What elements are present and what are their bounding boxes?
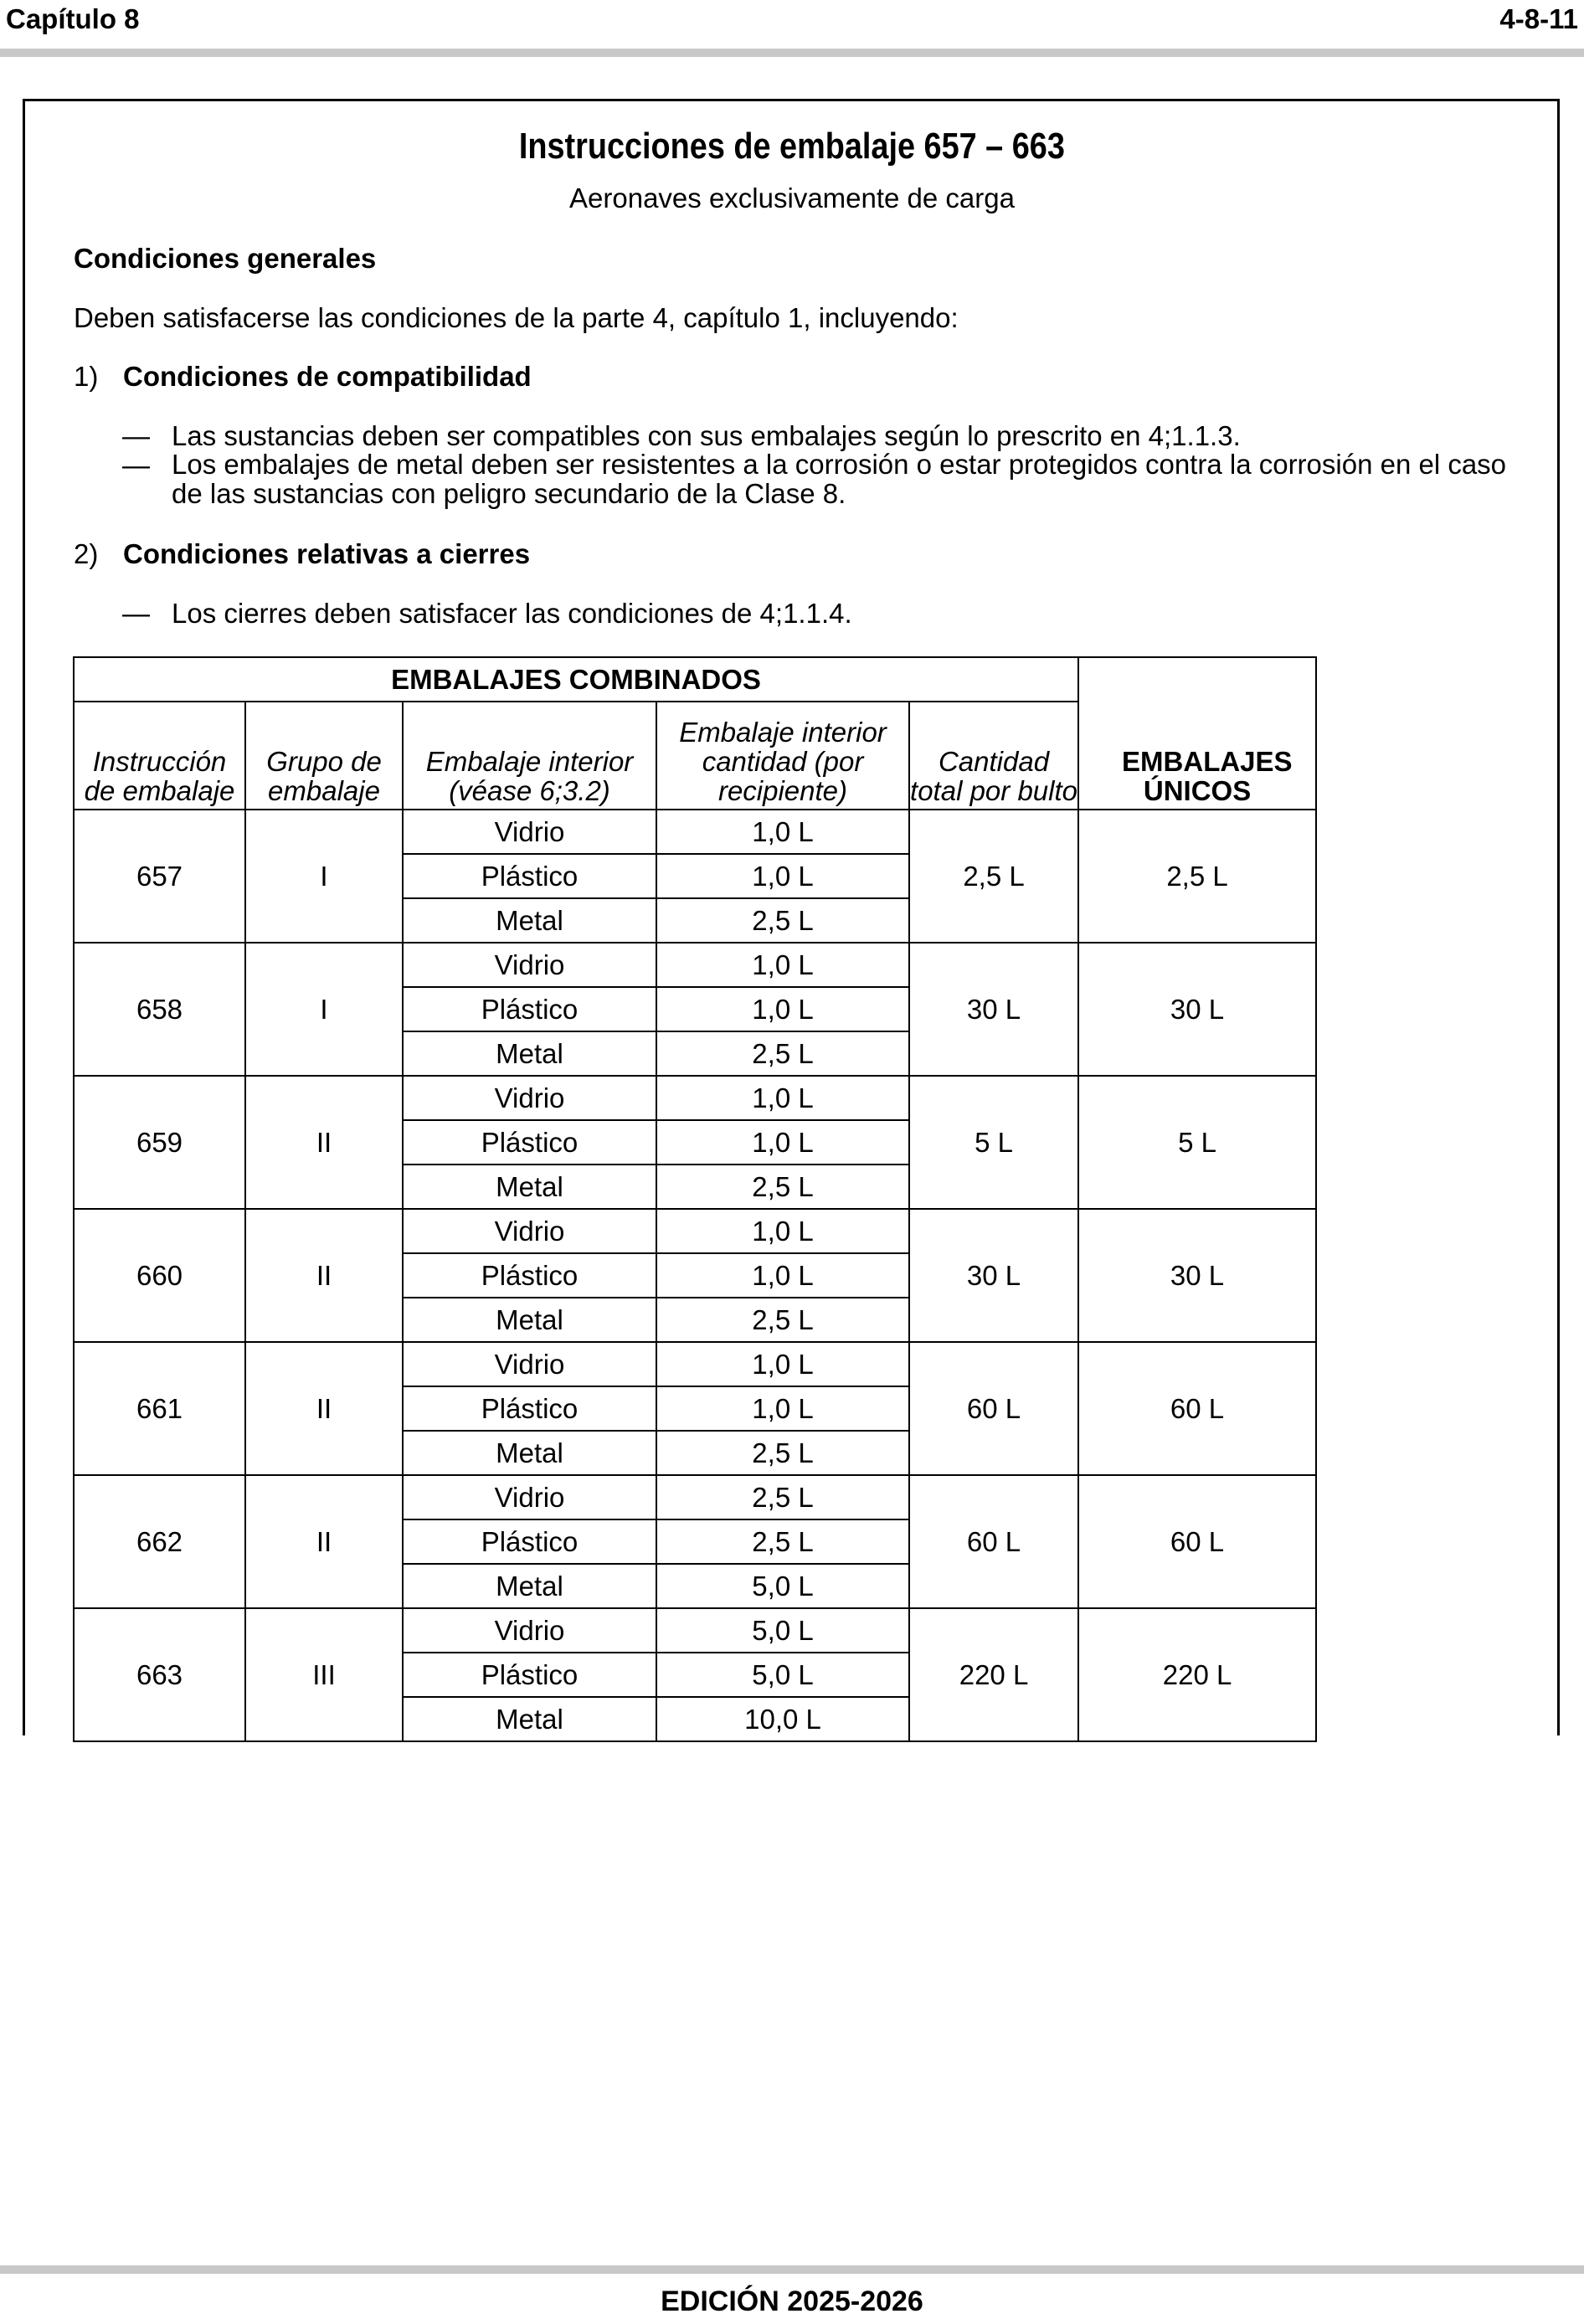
single-packaging-cell: 60 L (1078, 1342, 1316, 1475)
inner-quantity-cell: 1,0 L (656, 1253, 909, 1298)
edition-footer: EDICIÓN 2025-2026 (661, 2285, 923, 2317)
closures-heading: Condiciones relativas a cierres (123, 538, 531, 569)
inner-packaging-cell: Metal (403, 1031, 656, 1076)
inner-packaging-cell: Metal (403, 1697, 656, 1741)
packing-group-cell: II (245, 1209, 403, 1342)
single-packaging-cell: 60 L (1078, 1475, 1316, 1608)
inner-packaging-cell: Metal (403, 898, 656, 943)
inner-quantity-cell: 1,0 L (656, 943, 909, 987)
instruction-cell: 661 (74, 1342, 245, 1475)
column-header-total-quantity: Cantidad total por bulto (909, 702, 1078, 810)
inner-packaging-cell: Vidrio (403, 810, 656, 854)
inner-packaging-cell: Plástico (403, 854, 656, 898)
table-row (74, 943, 1316, 987)
inner-packaging-cell: Vidrio (403, 943, 656, 987)
total-quantity-cell: 30 L (909, 1209, 1078, 1342)
footer-divider (0, 2265, 1584, 2274)
inner-packaging-cell: Vidrio (403, 1608, 656, 1653)
table-row (74, 1342, 1316, 1386)
total-quantity-cell: 220 L (909, 1608, 1078, 1741)
table-row (74, 1209, 1316, 1253)
inner-quantity-cell: 1,0 L (656, 1342, 909, 1386)
inner-quantity-cell: 5,0 L (656, 1653, 909, 1697)
column-header-inner-packaging: Embalaje interior (véase 6;3.2) (403, 702, 656, 810)
table-row (74, 1608, 1316, 1653)
inner-quantity-cell: 2,5 L (656, 1031, 909, 1076)
closures-bullet: Los cierres deben satisfacer las condiciones de 4;1.1.4. (172, 598, 852, 629)
packing-group-cell: I (245, 943, 403, 1076)
inner-packaging-cell: Vidrio (403, 1342, 656, 1386)
general-conditions-intro: Deben satisfacerse las condiciones de la parte 4, capítulo 1, incluyendo: (74, 302, 959, 333)
total-quantity-cell: 30 L (909, 943, 1078, 1076)
inner-quantity-cell: 2,5 L (656, 1519, 909, 1564)
inner-packaging-cell: Vidrio (403, 1076, 656, 1120)
header-divider (0, 49, 1584, 57)
bullet-dash: — (122, 450, 150, 481)
single-packaging-cell: 2,5 L (1078, 810, 1316, 943)
inner-packaging-cell: Plástico (403, 1253, 656, 1298)
packing-group-cell: II (245, 1076, 403, 1209)
single-packaging-cell: 30 L (1078, 1209, 1316, 1342)
chapter-label: Capítulo 8 (6, 3, 140, 34)
inner-packaging-cell: Vidrio (403, 1209, 656, 1253)
packing-group-cell: III (245, 1608, 403, 1741)
inner-quantity-cell: 1,0 L (656, 1120, 909, 1165)
inner-quantity-cell: 1,0 L (656, 1076, 909, 1120)
column-header-instruction: Instrucción de embalaje (74, 702, 245, 810)
instruction-cell: 658 (74, 943, 245, 1076)
inner-quantity-cell: 1,0 L (656, 810, 909, 854)
inner-quantity-cell: 10,0 L (656, 1697, 909, 1741)
inner-quantity-cell: 2,5 L (656, 1431, 909, 1475)
page-subtitle: Aeronaves exclusivamente de carga (569, 183, 1015, 213)
single-packaging-cell: 30 L (1078, 943, 1316, 1076)
total-quantity-cell: 60 L (909, 1475, 1078, 1608)
compatibility-bullet: Las sustancias deben ser compatibles con sus embalajes según lo prescrito en 4;1.1.3. (172, 420, 1241, 451)
page-number: 4-8-11 (1499, 3, 1578, 34)
column-header-inner-quantity: Embalaje interior cantidad (por recipiente) (656, 702, 909, 810)
inner-quantity-cell: 5,0 L (656, 1564, 909, 1608)
inner-packaging-cell: Plástico (403, 1653, 656, 1697)
inner-quantity-cell: 2,5 L (656, 898, 909, 943)
table-row (74, 1076, 1316, 1120)
item-number: 1) (74, 361, 99, 392)
inner-packaging-cell: Vidrio (403, 1475, 656, 1519)
page-title: Instrucciones de embalaje 657 – 663 (518, 126, 1065, 167)
inner-quantity-cell: 1,0 L (656, 1386, 909, 1431)
page-header (6, 3, 1578, 40)
instruction-cell: 662 (74, 1475, 245, 1608)
packing-group-cell: II (245, 1342, 403, 1475)
compatibility-bullet: Los embalajes de metal deben ser resistentes a la corrosión o estar protegidos contra la corrosión en el caso de las sustancias con peligro secundario de la Clase 8. (172, 449, 1507, 509)
instruction-cell: 657 (74, 810, 245, 943)
inner-quantity-cell: 1,0 L (656, 854, 909, 898)
packing-group-cell: I (245, 810, 403, 943)
bullet-dash: — (122, 598, 150, 629)
bullet-dash: — (122, 420, 150, 451)
single-packaging-cell: 220 L (1078, 1608, 1316, 1741)
instruction-cell: 660 (74, 1209, 245, 1342)
instruction-cell: 659 (74, 1076, 245, 1209)
total-quantity-cell: 5 L (909, 1076, 1078, 1209)
combined-packagings-header: EMBALAJES COMBINADOS (74, 657, 1078, 702)
inner-quantity-cell: 2,5 L (656, 1475, 909, 1519)
packing-group-cell: II (245, 1475, 403, 1608)
instruction-cell: 663 (74, 1608, 245, 1741)
packing-instructions-table (73, 656, 1317, 1742)
inner-quantity-cell: 1,0 L (656, 987, 909, 1031)
total-quantity-cell: 60 L (909, 1342, 1078, 1475)
inner-packaging-cell: Metal (403, 1298, 656, 1342)
inner-quantity-cell: 2,5 L (656, 1298, 909, 1342)
inner-packaging-cell: Plástico (403, 1386, 656, 1431)
inner-quantity-cell: 1,0 L (656, 1209, 909, 1253)
inner-packaging-cell: Metal (403, 1431, 656, 1475)
table-row (74, 810, 1316, 854)
total-quantity-cell: 2,5 L (909, 810, 1078, 943)
inner-packaging-cell: Plástico (403, 1120, 656, 1165)
inner-packaging-cell: Plástico (403, 987, 656, 1031)
table-row (74, 1475, 1316, 1519)
inner-packaging-cell: Metal (403, 1165, 656, 1209)
inner-quantity-cell: 2,5 L (656, 1165, 909, 1209)
item-number: 2) (74, 538, 99, 569)
inner-quantity-cell: 5,0 L (656, 1608, 909, 1653)
inner-packaging-cell: Metal (403, 1564, 656, 1608)
general-conditions-heading: Condiciones generales (74, 243, 377, 274)
single-packagings-header: EMBALAJES ÚNICOS (1078, 657, 1316, 810)
single-packaging-cell: 5 L (1078, 1076, 1316, 1209)
inner-packaging-cell: Plástico (403, 1519, 656, 1564)
column-header-group: Grupo de embalaje (245, 702, 403, 810)
compatibility-heading: Condiciones de compatibilidad (123, 361, 532, 392)
